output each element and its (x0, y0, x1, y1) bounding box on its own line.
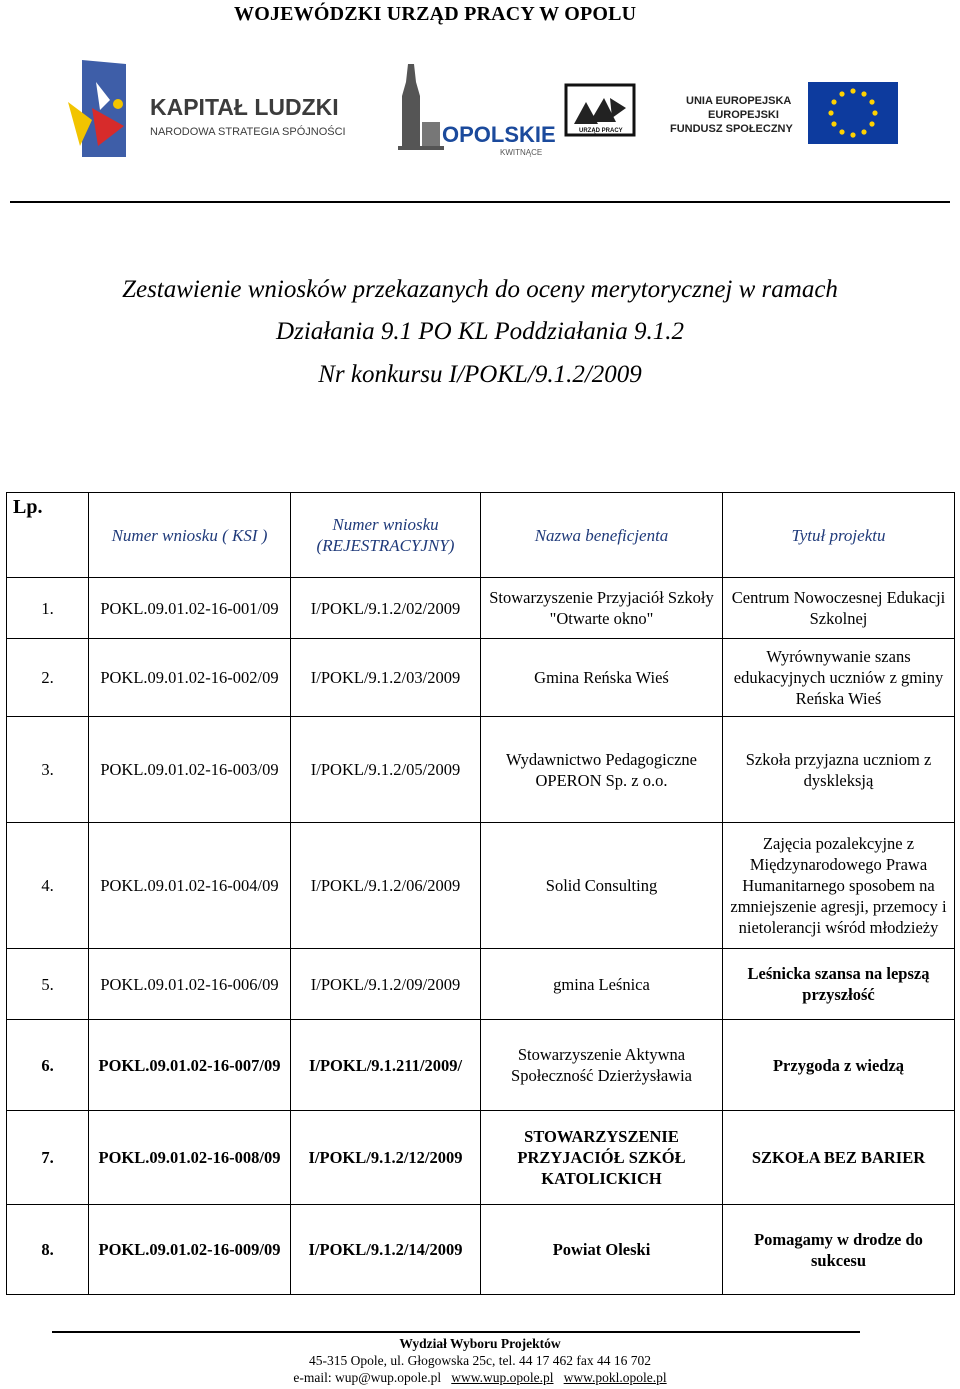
row-lp: 4. (7, 823, 89, 949)
row-project: Przygoda z wiedzą (723, 1020, 955, 1111)
row-reg: I/POKL/9.1.211/2009/ (291, 1020, 481, 1111)
row-beneficiary: STOWARZYSZENIE PRZYJACIÓŁ SZKÓŁ KATOLICKICH (481, 1111, 723, 1205)
eu-line1: UNIA EUROPEJSKA (686, 95, 792, 107)
urzad-pracy-label: URZĄD PRACY (579, 128, 623, 134)
header-lp: Lp. (7, 493, 89, 578)
footer-address: 45-315 Opole, ul. Głogowska 25c, tel. 44 17 462 fax 44 16 702 (309, 1353, 651, 1368)
table-row (7, 1020, 955, 1111)
row-ksi: POKL.09.01.02-16-001/09 (89, 578, 291, 639)
header-divider (10, 201, 950, 203)
row-reg: I/POKL/9.1.2/02/2009 (291, 578, 481, 639)
applications-table (6, 492, 955, 1295)
row-lp: 8. (7, 1205, 89, 1295)
header-reg: Numer wniosku (REJESTRACYJNY) (291, 493, 481, 578)
row-reg: I/POKL/9.1.2/05/2009 (291, 717, 481, 823)
row-beneficiary: Stowarzyszenie Aktywna Społeczność Dzierżysławia (481, 1020, 723, 1111)
footer-divider (52, 1331, 860, 1333)
row-project: Leśnicka szansa na lepszą przyszłość (723, 949, 955, 1020)
header-ksi: Numer wniosku ( KSI ) (89, 493, 291, 578)
organization-name: WOJEWÓDZKI URZĄD PRACY W OPOLU (234, 3, 637, 25)
header-project: Tytuł projektu (723, 493, 955, 578)
table-row (7, 823, 955, 949)
footer-email: e-mail: wup@wup.opole.pl (293, 1370, 442, 1385)
table-row (7, 717, 955, 823)
row-ksi: POKL.09.01.02-16-009/09 (89, 1205, 291, 1295)
table-row (7, 639, 955, 717)
opolskie-sub: KWITNĄCE (500, 148, 543, 157)
kapital-ludzki-logo (68, 60, 346, 157)
table-row (7, 1205, 955, 1295)
title-line3: Nr konkursu I/POKL/9.1.2/2009 (318, 361, 642, 388)
logo-strip (0, 42, 960, 172)
row-beneficiary: Gmina Reńska Wieś (481, 639, 723, 717)
table-row (7, 578, 955, 639)
row-lp: 2. (7, 639, 89, 717)
row-project: Pomagamy w drodze do sukcesu (723, 1205, 955, 1295)
row-reg: I/POKL/9.1.2/14/2009 (291, 1205, 481, 1295)
row-reg: I/POKL/9.1.2/12/2009 (291, 1111, 481, 1205)
row-ksi: POKL.09.01.02-16-002/09 (89, 639, 291, 717)
row-reg: I/POKL/9.1.2/09/2009 (291, 949, 481, 1020)
kapital-ludzki-name: KAPITAŁ LUDZKI (150, 94, 339, 120)
row-lp: 6. (7, 1020, 89, 1111)
row-project: Zajęcia pozalekcyjne z Międzynarodowego Prawa Humanitarnego sposobem na zmniejszenie agresji, przemocy i nietolerancji wśród młodzieży (723, 823, 955, 949)
row-ksi: POKL.09.01.02-16-004/09 (89, 823, 291, 949)
row-lp: 3. (7, 717, 89, 823)
opolskie-name: OPOLSKIE (442, 122, 556, 147)
title-line2: Działania 9.1 PO KL Poddziałania 9.1.2 (276, 318, 684, 345)
row-reg: I/POKL/9.1.2/03/2009 (291, 639, 481, 717)
eu-line3: FUNDUSZ SPOŁECZNY (670, 123, 793, 135)
eu-logo (670, 82, 898, 144)
row-lp: 1. (7, 578, 89, 639)
opolskie-logo (398, 64, 556, 157)
row-lp: 7. (7, 1111, 89, 1205)
footer-department: Wydział Wyboru Projektów (399, 1336, 561, 1351)
table-row (7, 1111, 955, 1205)
row-project: Szkoła przyjazna uczniom z dyskleksją (723, 717, 955, 823)
row-ksi: POKL.09.01.02-16-007/09 (89, 1020, 291, 1111)
footer-contacts (0, 1370, 960, 1386)
table-header-row (7, 493, 955, 578)
kapital-ludzki-sub: NARODOWA STRATEGIA SPÓJNOŚCI (150, 126, 346, 138)
row-beneficiary: Wydawnictwo Pedagogiczne OPERON Sp. z o.o. (481, 717, 723, 823)
footer-link-wup[interactable]: www.wup.opole.pl (451, 1370, 554, 1385)
table-row (7, 949, 955, 1020)
row-beneficiary: gmina Leśnica (481, 949, 723, 1020)
row-ksi: POKL.09.01.02-16-003/09 (89, 717, 291, 823)
row-beneficiary: Solid Consulting (481, 823, 723, 949)
footer-link-pokl[interactable]: www.pokl.opole.pl (563, 1370, 667, 1385)
row-beneficiary: Powiat Oleski (481, 1205, 723, 1295)
urzad-pracy-logo (566, 85, 634, 135)
header-beneficiary: Nazwa beneficjenta (481, 493, 723, 578)
row-project: Centrum Nowoczesnej Edukacji Szkolnej (723, 578, 955, 639)
row-beneficiary: Stowarzyszenie Przyjaciół Szkoły "Otwarte okno" (481, 578, 723, 639)
row-lp: 5. (7, 949, 89, 1020)
row-reg: I/POKL/9.1.2/06/2009 (291, 823, 481, 949)
eu-line2: EUROPEJSKI (708, 109, 779, 121)
row-project: Wyrównywanie szans edukacyjnych uczniów z gminy Reńska Wieś (723, 639, 955, 717)
title-line1: Zestawienie wniosków przekazanych do oceny merytorycznej w ramach (122, 276, 838, 303)
row-ksi: POKL.09.01.02-16-006/09 (89, 949, 291, 1020)
row-ksi: POKL.09.01.02-16-008/09 (89, 1111, 291, 1205)
row-project: SZKOŁA BEZ BARIER (723, 1111, 955, 1205)
